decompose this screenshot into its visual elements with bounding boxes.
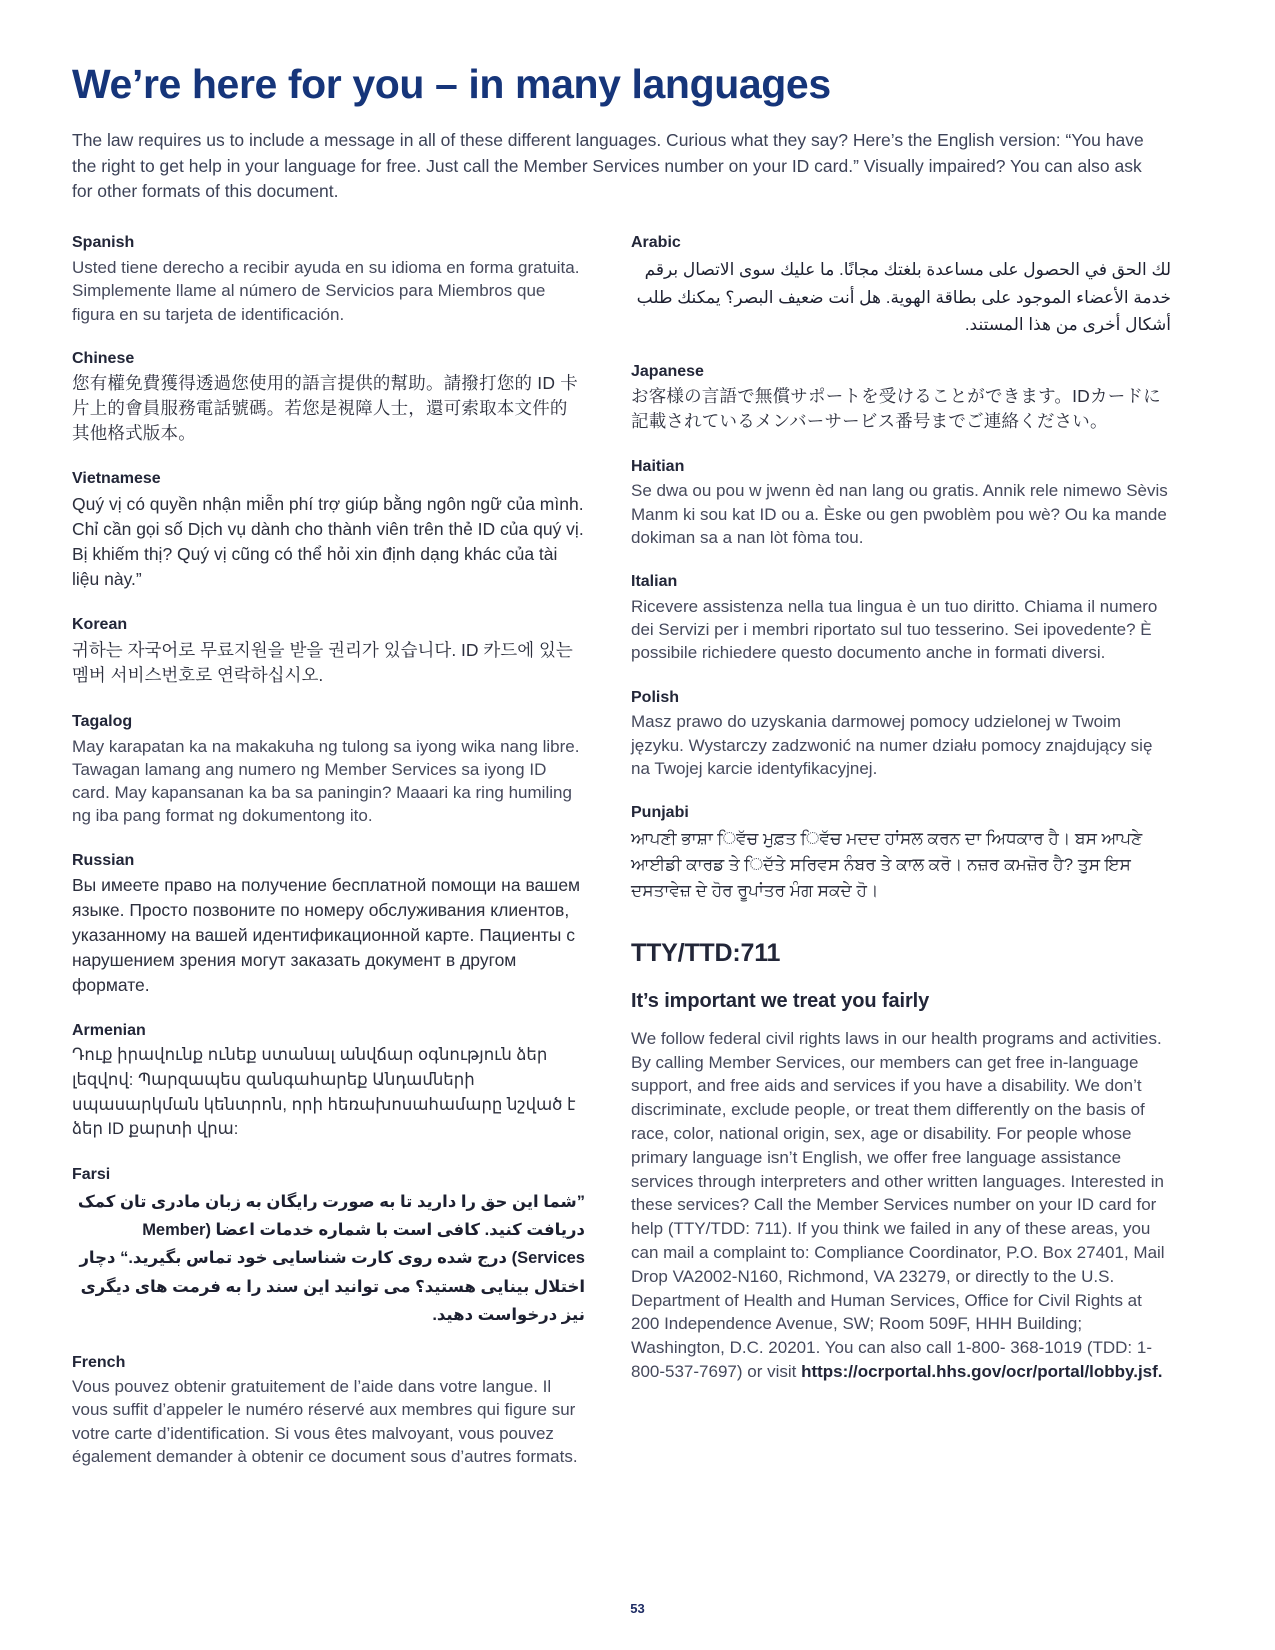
language-text-haitian: Se dwa ou pou w jwenn èd nan lang ou gratis. Annik rele nimewo Sèvis Manm ki sou kat ID ou a. Èske ou gen pwoblèm pou wè? Ou ka mande dokiman sa a nan lòt fòma tou. [631,481,1168,548]
language-block-italian [631,571,1171,664]
language-text-vietnamese: Quý vị có quyền nhận miễn phí trợ giúp bằng ngôn ngữ của mình. Chỉ cần gọi số Dịch vụ dành cho thành viên trên thẻ ID của quý vị. Bị khiếm thị? Quý vị cũng có thể hỏi xin định dạng khác của tài liệu này.” [72,493,584,590]
language-text-polish: Masz prawo do uzyskania darmowej pomocy udzielonej w Twoim języku. Wystarczy zadzwonić na numer działu pomocy znajdujący się na Twojej karcie identyfikacyjnej. [631,712,1153,778]
ocr-portal-link[interactable]: https://ocrportal.hhs.gov/ocr/portal/lobby.jsf. [801,1361,1163,1381]
language-name-haitian: Haitian [631,457,685,475]
language-text-russian: Вы имеете право на получение бесплатной помощи на вашем языке. Просто позвоните по номеру обслуживания клиентов, указанному на вашей идентификационной карте. Пациенты с нарушением зрения могут заказать документ в другом формате. [72,875,581,995]
page-title: We’re here for you – in many languages [72,61,831,107]
language-block-french [72,1352,585,1469]
language-block-polish [631,687,1171,780]
tty-number: TTY/TTD:711 [631,938,781,967]
language-text-armenian: Դուք իրավունք ունեք ստանալ անվճար օգնություն ձեր լեզվով: Պարզապես զանգահարեք Անդամների սպասարկման կենտրոն, որի հեռախոսահամարը նշված է ձեր ID քարտի վրա: [72,1046,576,1139]
language-name-spanish: Spanish [72,234,135,252]
language-text-italian: Ricevere assistenza nella tua lingua è un tuo diritto. Chiama il numero dei Servizi per i membri riportato sul tuo tesserino. Sei ipovedente? È possibile richiedere questo documento anche in formati diversi. [631,596,1158,663]
language-name-japanese: Japanese [631,362,704,380]
language-block-chinese [72,348,585,446]
language-text-punjabi: ਆਪਣੀ ਭਾਸ਼ਾ ਿਵੱਚ ਮੁਫ਼ਤ ਿਵੱਚ ਮਦਦ ਹਾਂਸਲ ਕਰਨ ਦਾ ਅਿਧਕਾਰ ਹੈ। ਬਸ ਆਪਣੇ ਆਈਡੀ ਕਾਰਡ ਤੇ ਿਦੱਤੇ ਸਰਿਵਸ ਨੰਬਰ ਤੇ ਕਾਲ ਕਰੋ। ਨਜ਼ਰ ਕਮਜ਼ੋਰ ਹੈ? ਤੁਸ ਇਸ ਦਸਤਾਵੇਜ਼ ਦੇ ਹੋਰ ਰੂਪਾਂਤਰ ਮੰਗ ਸਕਦੇ ਹੋ। [631,828,1143,901]
language-name-tagalog: Tagalog [72,712,133,730]
language-block-spanish [72,232,585,325]
language-block-farsi [72,1164,585,1329]
page-number: 53 [630,1601,645,1616]
language-text-spanish: Usted tiene derecho a recibir ayuda en su idioma en forma gratuita. Simplemente llame al número de Servicios para Miembros que figura en su tarjeta de identificación. [72,257,580,324]
language-text-tagalog: May karapatan ka na makakuha ng tulong sa iyong wika nang libre. Tawagan lamang ang numero ng Member Services sa iyong ID card. May kapansanan ka ba sa paningin? Maaari ka ring humiling ng iba pang format ng dokumentong ito. [72,736,580,826]
language-name-arabic: Arabic [631,234,681,252]
language-text-farsi: ”شما این حق را دارید تا به صورت رایگان به زبان مادری تان کمک دریافت کنید. کافی است با شماره خدمات اعضا (Member Services) درج شده روی کارت شناسایی خود تماس بگیرید.“ دچار اختلال بینایی هستید؟ می توانید این سند را به فرمت های دیگری نیز درخواست دهید. [77,1192,585,1325]
language-block-korean [72,614,585,689]
language-name-chinese: Chinese [72,349,135,367]
language-text-korean: 귀하는 자국어로 무료지원을 받을 권리가 있습니다. ID 카드에 있는 멤버 서비스번호로 연락하십시오. [72,639,573,686]
language-block-tagalog [72,711,585,828]
language-block-haitian [631,456,1171,549]
language-name-armenian: Armenian [72,1021,146,1039]
language-name-punjabi: Punjabi [631,804,689,822]
fairness-body-text: We follow federal civil rights laws in our health programs and activities. By calling Member Services, our members can get free in-language support, and free aids and services if you have a disability. We don’t discriminate, exclude people, or treat them differently on the basis of race, color, national origin, sex, age or disability. For people whose primary language isn’t English, we offer free language assistance services through interpreters and other written languages. Interested in these services? Call the Member Services number on your ID card for help (TTY/TDD: 711). If you think we failed in any of these areas, you can mail a complaint to: Compliance Coordinator, P.O. Box 27401, Mail Drop VA2002-N160, Richmond, VA 23279, or directly to the U.S. Department of Health and Human Services, Office for Civil Rights at 200 Independence Avenue, SW; Room 509F, HHH Building; Washington, D.C. 20201. You can also call 1-800- 368-1019 (TDD: 1-800-537-7697) or visit [631,1028,1165,1381]
intro-paragraph: The law requires us to include a message in all of these different languages. Curious what they say? Here’s the English version: “You have the right to get help in your language for free. Just call the Member Services number on your ID card.” Visually impaired? You can also ask for other formats of this document. [72,130,1144,202]
fairness-body [631,1027,1171,1384]
language-block-russian [72,850,585,998]
language-block-armenian [72,1020,585,1143]
language-name-italian: Italian [631,573,678,591]
language-block-japanese [631,361,1171,434]
language-text-french: Vous pouvez obtenir gratuitement de l’aide dans votre langue. Il vous suffit d’appeler le numéro réservé aux membres qui figure sur votre carte d’identification. Si vous êtes malvoyant, vous pouvez également demander à obtenir ce document sous d’autres formats. [72,1377,578,1467]
language-name-polish: Polish [631,688,680,706]
right-column [631,232,1171,1383]
language-block-punjabi [631,802,1171,905]
language-columns [72,232,1203,1468]
language-text-japanese: お客様の言語で無償サポートを受けることができます。IDカードに記載されているメンバーサービス番号までご連絡ください。 [631,386,1161,432]
fairness-heading: It’s important we treat you fairly [631,989,930,1012]
language-block-arabic [631,232,1171,338]
language-name-russian: Russian [72,851,135,869]
language-name-french: French [72,1353,126,1371]
language-text-arabic: لك الحق في الحصول على مساعدة بلغتك مجانًا. ما عليك سوى الاتصال برقم خدمة الأعضاء الموجود على بطاقة الهوية. هل أنت ضعيف البصر؟ يمكنك طلب أشكال أخرى من هذا المستند. [636,259,1171,335]
language-name-korean: Korean [72,616,128,634]
language-name-vietnamese: Vietnamese [72,469,161,487]
left-column [72,232,585,1468]
language-name-farsi: Farsi [72,1166,111,1184]
language-block-vietnamese [72,468,585,592]
language-text-chinese: 您有權免費獲得透過您使用的語言提供的幫助。請撥打您的 ID 卡片上的會員服務電話號碼。若您是視障人士，還可索取本文件的其他格式版本。 [72,373,578,444]
